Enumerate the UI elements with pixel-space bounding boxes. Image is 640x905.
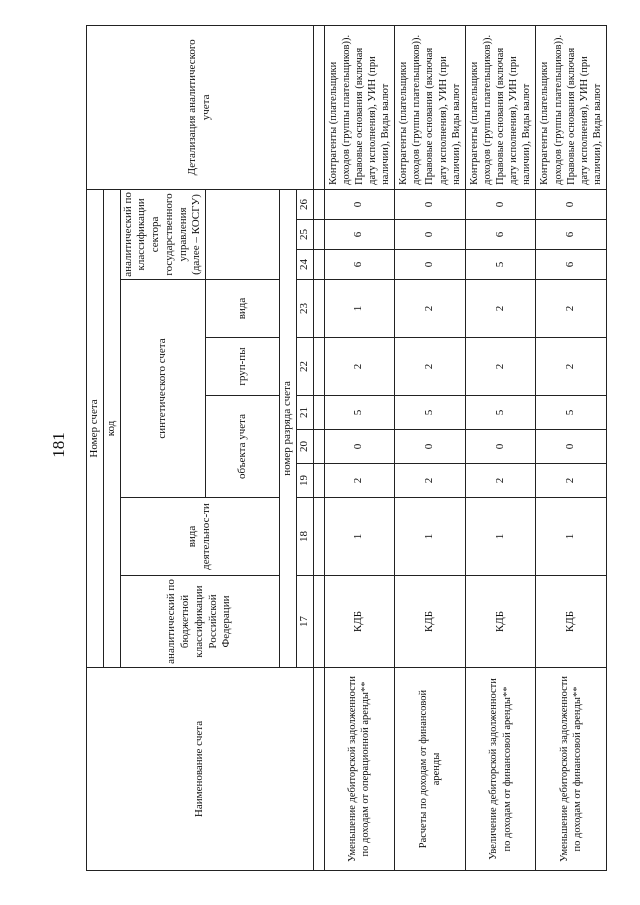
kosgu-digit: 0 bbox=[324, 189, 395, 219]
object-digit: 0 bbox=[324, 430, 395, 464]
kosgu-digit: 6 bbox=[536, 250, 607, 280]
object-digit: 2 bbox=[395, 464, 466, 498]
group-code: 2 bbox=[465, 338, 536, 396]
budget-code: КДБ bbox=[324, 576, 395, 668]
object-digit: 5 bbox=[536, 396, 607, 430]
kosgu-digit: 0 bbox=[395, 250, 466, 280]
spacer-row bbox=[313, 25, 324, 870]
table-row bbox=[324, 25, 395, 870]
header-activity-type: вида деятельнос-ти bbox=[120, 498, 280, 576]
account-name: Уменьшение дебиторской задолженности по доходам от финансовой аренды** bbox=[536, 668, 607, 871]
kosgu-digit: 6 bbox=[536, 220, 607, 250]
detail-text: Контрагенты (плательщики доходов (группы плательщиков)). Правовые основания (включая дату исполнения), УИН (при наличии), Виды валют bbox=[465, 25, 536, 189]
header-group: груп-пы bbox=[206, 338, 280, 396]
header-detail: Детализация аналитического учета bbox=[87, 25, 314, 189]
object-digit: 5 bbox=[324, 396, 395, 430]
kind-code: 2 bbox=[395, 280, 466, 338]
kind-code: 1 bbox=[324, 280, 395, 338]
table-row bbox=[536, 25, 607, 870]
object-digit: 0 bbox=[536, 430, 607, 464]
table-frame bbox=[86, 26, 603, 871]
activity-code: 1 bbox=[395, 498, 466, 576]
header-synthetic: синтетического счета bbox=[120, 280, 206, 498]
column-number: 17 bbox=[296, 576, 313, 668]
budget-code: КДБ bbox=[395, 576, 466, 668]
kosgu-digit: 0 bbox=[465, 189, 536, 219]
column-number: 19 bbox=[296, 464, 313, 498]
column-number: 25 bbox=[296, 220, 313, 250]
kind-code: 2 bbox=[465, 280, 536, 338]
column-number: 22 bbox=[296, 338, 313, 396]
header-code: код bbox=[103, 189, 120, 667]
account-name: Расчеты по доходам от финансовой аренды bbox=[395, 668, 466, 871]
object-digit: 2 bbox=[324, 464, 395, 498]
kosgu-digit: 0 bbox=[395, 220, 466, 250]
header-account-name: Наименование счета bbox=[87, 668, 314, 871]
column-number: 24 bbox=[296, 250, 313, 280]
kosgu-digit: 5 bbox=[465, 250, 536, 280]
account-name: Увеличение дебиторской задолженности по доходам от финансовой аренды** bbox=[465, 668, 536, 871]
kosgu-digit: 0 bbox=[536, 189, 607, 219]
detail-text: Контрагенты (плательщики доходов (группы плательщиков)). Правовые основания (включая дату исполнения), УИН (при наличии), Виды валют bbox=[536, 25, 607, 189]
activity-code: 1 bbox=[465, 498, 536, 576]
header-digit-number: номер разряда счета bbox=[280, 189, 297, 667]
object-digit: 2 bbox=[536, 464, 607, 498]
header-kosgu: аналитический по классификации сектора государственного управления (далее – КОСГУ) bbox=[120, 189, 206, 279]
detail-text: Контрагенты (плательщики доходов (группы плательщиков)). Правовые основания (включая дату исполнения), УИН (при наличии), Виды валют bbox=[395, 25, 466, 189]
column-number: 21 bbox=[296, 396, 313, 430]
activity-code: 1 bbox=[536, 498, 607, 576]
object-digit: 2 bbox=[465, 464, 536, 498]
object-digit: 0 bbox=[465, 430, 536, 464]
group-code: 2 bbox=[324, 338, 395, 396]
table-row bbox=[395, 25, 466, 870]
kosgu-digit: 6 bbox=[324, 220, 395, 250]
group-code: 2 bbox=[536, 338, 607, 396]
header-account-number: Номер счета bbox=[87, 189, 104, 667]
kosgu-digit: 6 bbox=[465, 220, 536, 250]
kosgu-digit: 0 bbox=[395, 189, 466, 219]
kind-code: 2 bbox=[536, 280, 607, 338]
object-digit: 0 bbox=[395, 430, 466, 464]
group-code: 2 bbox=[395, 338, 466, 396]
accounts-table bbox=[86, 25, 607, 871]
object-digit: 5 bbox=[465, 396, 536, 430]
detail-text: Контрагенты (плательщики доходов (группы плательщиков)). Правовые основания (включая дату исполнения), УИН (при наличии), Виды валют bbox=[324, 25, 395, 189]
budget-code: КДБ bbox=[465, 576, 536, 668]
header-account-object: объекта учета bbox=[206, 396, 280, 498]
column-number: 26 bbox=[296, 189, 313, 219]
kosgu-digit: 6 bbox=[324, 250, 395, 280]
activity-code: 1 bbox=[324, 498, 395, 576]
column-number: 23 bbox=[296, 280, 313, 338]
header-kind: вида bbox=[206, 280, 280, 338]
object-digit: 5 bbox=[395, 396, 466, 430]
header-budget-analytic: аналитический по бюджетной классификации Российской Федерации bbox=[120, 576, 280, 668]
account-name: Уменьшение дебиторской задолженности по доходам от операционной аренды** bbox=[324, 668, 395, 871]
page-number: 181 bbox=[49, 432, 68, 458]
table-row bbox=[465, 25, 536, 870]
column-number: 18 bbox=[296, 498, 313, 576]
budget-code: КДБ bbox=[536, 576, 607, 668]
table-wrapper bbox=[86, 26, 603, 871]
column-number: 20 bbox=[296, 430, 313, 464]
